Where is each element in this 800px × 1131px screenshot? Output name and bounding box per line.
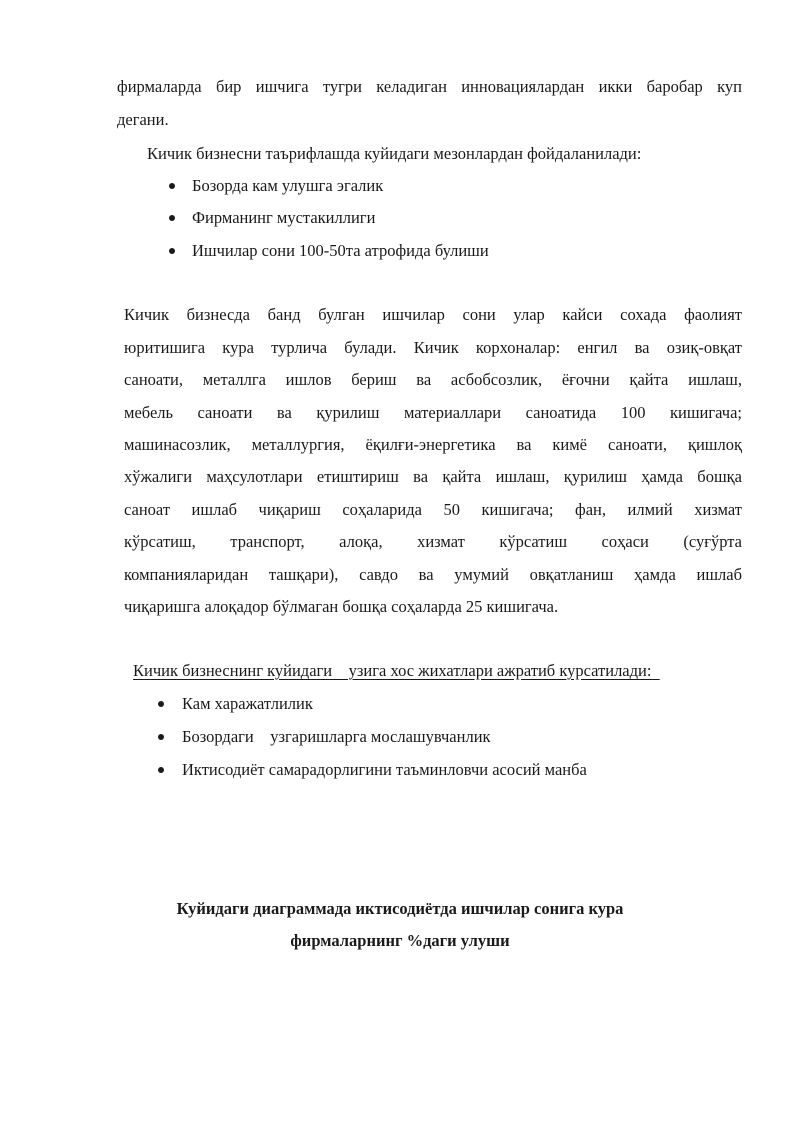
feature-item	[158, 694, 313, 714]
paragraph-line: саноат ишлаб чиқариш соҳаларида 50 кишигача; фан, илмий хизмат	[124, 500, 742, 519]
bullet-icon	[169, 183, 175, 189]
intro-line-1: фирмаларда бир ишчига тугри келадиган инновациялардан икки баробар куп	[117, 77, 742, 96]
intro-line-2: дегани.	[117, 110, 169, 129]
diagram-heading-line-2: фирмаларнинг %даги улуши	[290, 931, 510, 950]
criteria-item-label: Бозорда кам улушга эгалик	[192, 176, 384, 195]
bullet-icon	[158, 767, 164, 773]
paragraph-line: хўжалиги маҳсулотлари етиштириш ва қайта ишлаш, қурилиш ҳамда бошқа	[124, 467, 742, 486]
paragraph-line: юритишига кура турлича булади. Кичик корхоналар: енгил ва озиқ-овқат	[124, 338, 742, 357]
paragraph-line: Кичик бизнесда банд булган ишчилар сони улар кайси сохада фаолият	[124, 305, 742, 324]
feature-item	[158, 727, 491, 747]
bullet-icon	[158, 734, 164, 740]
feature-item-label: Кам харажатлилик	[182, 694, 313, 713]
criteria-item-label: Ишчилар сони 100-50та атрофида булиши	[192, 241, 489, 260]
bullet-icon	[158, 701, 164, 707]
paragraph-line: компанияларидан ташқари), савдо ва умумий овқатланиш ҳамда ишлаб	[124, 565, 742, 584]
feature-item-label: Иктисодиёт самарадорлигини таъминловчи асосий манба	[182, 760, 587, 779]
paragraph-line: чиқаришга алоқадор бўлмаган бошқа соҳаларда 25 кишигача.	[124, 597, 559, 616]
feature-item	[158, 760, 587, 780]
criteria-lead: Кичик бизнесни таърифлашда куйидаги мезонлардан фойдаланилади:	[147, 144, 642, 163]
criteria-item	[169, 241, 489, 261]
bullet-icon	[169, 215, 175, 221]
paragraph-line: саноати, металлга ишлов бериш ва асбобсозлик, ёғочни қайта ишлаш,	[124, 370, 742, 389]
features-lead: Кичик бизнеснинг куйидаги узига хос жихатлари ажратиб курсатилади:	[133, 661, 660, 680]
criteria-item-label: Фирманинг мустакиллиги	[192, 208, 376, 227]
criteria-item	[169, 208, 376, 228]
diagram-heading-line-1: Куйидаги диаграммада иктисодиётда ишчилар сонига кура	[176, 899, 624, 918]
bullet-icon	[169, 248, 175, 254]
paragraph-line: мебель саноати ва қурилиш материаллари саноатида 100 кишигача;	[124, 403, 742, 422]
paragraph-line: машинасозлик, металлургия, ёқилғи-энергетика ва кимё саноати, қишлоқ	[124, 435, 742, 454]
criteria-item	[169, 176, 384, 196]
feature-item-label: Бозордаги узгаришларга мослашувчанлик	[182, 727, 491, 746]
paragraph-line: кўрсатиш, транспорт, алоқа, хизмат кўрсатиш соҳаси (суғўрта	[124, 532, 742, 551]
